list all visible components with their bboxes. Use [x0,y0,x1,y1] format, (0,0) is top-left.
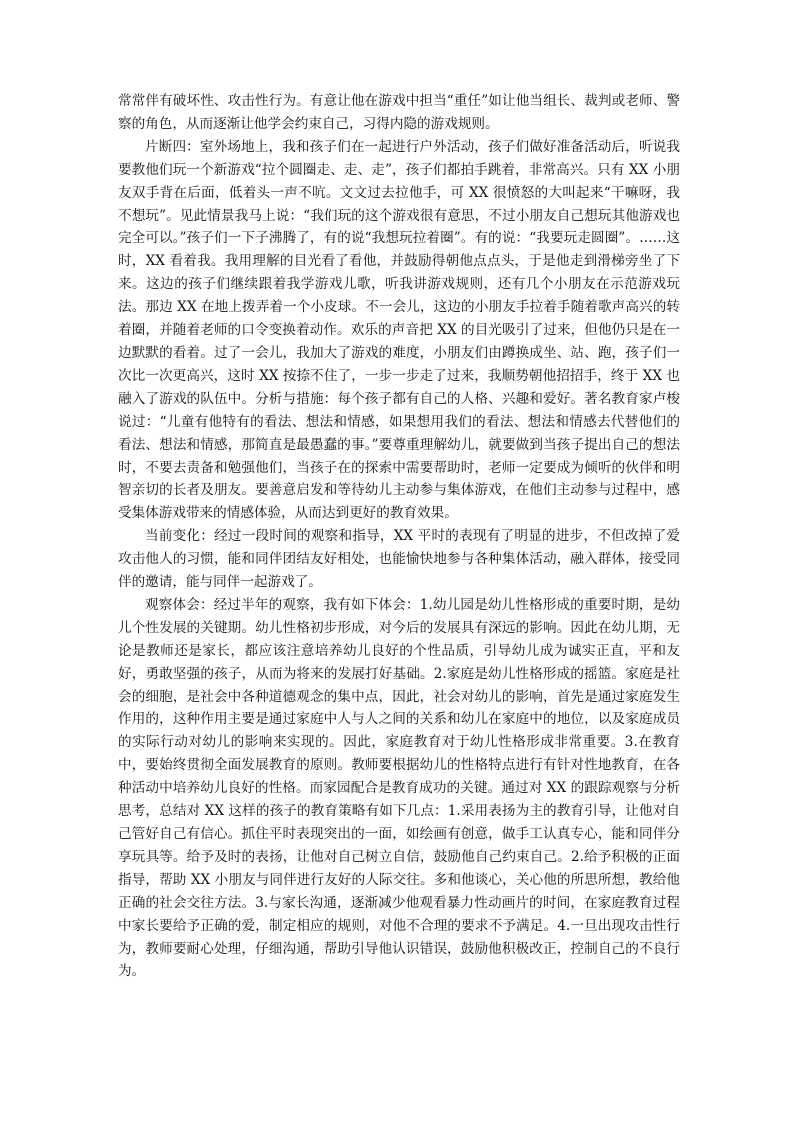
paragraph-observation-reflections: 观察体会：经过半年的观察，我有如下体会：1.幼儿园是幼儿性格形成的重要时期，是幼儿个性发展的关键期。幼儿性格初步形成，对今后的发展具有深远的影响。因此在幼儿期，无论是教师还是家长，都应该注意培养幼儿良好的个性品质，引导幼儿成为诚实正直，平和友好，勇敢坚强的孩子，从而为将来的发展打好基础。2.家庭是幼儿性格形成的摇篮。家庭是社会的细胞，是社会中各种道德观念的集中点，因此，社会对幼儿的影响，首先是通过家庭发生作用的，这种作用主要是通过家庭中人与人之间的关系和幼儿在家庭中的地位，以及家庭成员的实际行动对幼儿的影响来实现的。因此，家庭教育对于幼儿性格形成非常重要。3.在教育中，要始终贯彻全面发展教育的原则。教师要根据幼儿的性格特点进行有针对性地教育，在各种活动中培养幼儿良好的性格。而家园配合是教育成功的关键。通过对 XX 的跟踪观察与分析思考，总结对 XX 这样的孩子的教育策略有如下几点：1.采用表扬为主的教育引导，让他对自己管好自己有信心。抓住平时表现突出的一面，如绘画有创意，做手工认真专心，能和同伴分享玩具等。给予及时的表扬，让他对自己树立自信，鼓励他自己约束自己。2.给予积极的正面指导，帮助 XX 小朋友与同伴进行友好的人际交往。多和他谈心，关心他的所思所想，教给他正确的社会交往方法。3.与家长沟通，逐渐减少他观看暴力性动画片的时间，在家庭教育过程中家长要给予正确的爱，制定相应的规则，对他不合理的要求不予满足。4.一旦出现攻击性行为，教师要耐心处理，仔细沟通，帮助引导他认识错误，鼓励他积极改正，控制自己的不良行为。 [118,596,680,980]
document-body [118,90,680,983]
paragraph-continuation: 常常伴有破坏性、攻击性行为。有意让他在游戏中担当“重任”如让他当组长、裁判或老师、警察的角色，从而逐渐让他学会约束自己，习得内隐的游戏规则。 [118,93,680,132]
paragraph-current-changes: 当前变化：经过一段时间的观察和指导，XX 平时的表现有了明显的进步，不但改掉了爱攻击他人的习惯，能和同伴团结友好相处，也能愉快地参与各种集体活动，融入群体，接受同伴的邀请，能与同伴一起游戏了。 [118,528,680,591]
paragraph-fragment-four: 片断四：室外场地上，我和孩子们在一起进行户外活动，孩子们做好准备活动后，听说我要教他们玩一个新游戏“拉个圆圈走、走、走”，孩子们都拍手跳着，非常高兴。只有 XX 小朋友双手背在后面，低着头一声不吭。文文过去拉他手，可 XX 很愤怒的大叫起来“干嘛呀，我不想玩”。见此情景我马上说：“我们玩的这个游戏很有意思，不过小朋友自己想玩其他游戏也完全可以。”孩子们一下子沸腾了，有的说“我想玩拉着圈”。有的说：“我要玩走圆圈”。……这时，XX 看着我。我用理解的目光看了看他，并鼓励得朝他点点头，于是他走到滑梯旁坐了下来。这边的孩子们继续跟着我学游戏儿歌，听我讲游戏规则，还有几个小朋友在示范游戏玩法。那边 XX 在地上拨弄着一个小皮球。不一会儿，这边的小朋友手拉着手随着歌声高兴的转着圈，并随着老师的口令变换着动作。欢乐的声音把 XX 的目光吸引了过来，但他仍只是在一边默默的看着。过了一会儿，我加大了游戏的难度，小朋友们由蹲换成坐、站、跑，孩子们一次比一次更高兴，这时 XX 按捺不住了，一步一步走了过来，我顺势朝他招招手，终于 XX 也融入了游戏的队伍中。分析与措施：每个孩子都有自己的人格、兴趣和爱好。著名教育家卢梭说过：“儿童有他特有的看法、想法和情感，如果想用我们的看法、想法和情感去代替他们的看法、想法和情感，那简直是最愚蠢的事。”要尊重理解幼儿，就要做到当孩子提出自己的想法时，不要去责备和勉强他们，当孩子在的探索中需要帮助时，老师一定要成为倾听的伙伴和明智亲切的长者及朋友。要善意启发和等待幼儿主动参与集体游戏，在他们主动参与过程中，感受集体游戏带来的情感体验，从而达到更好的教育效果。 [118,138,680,522]
